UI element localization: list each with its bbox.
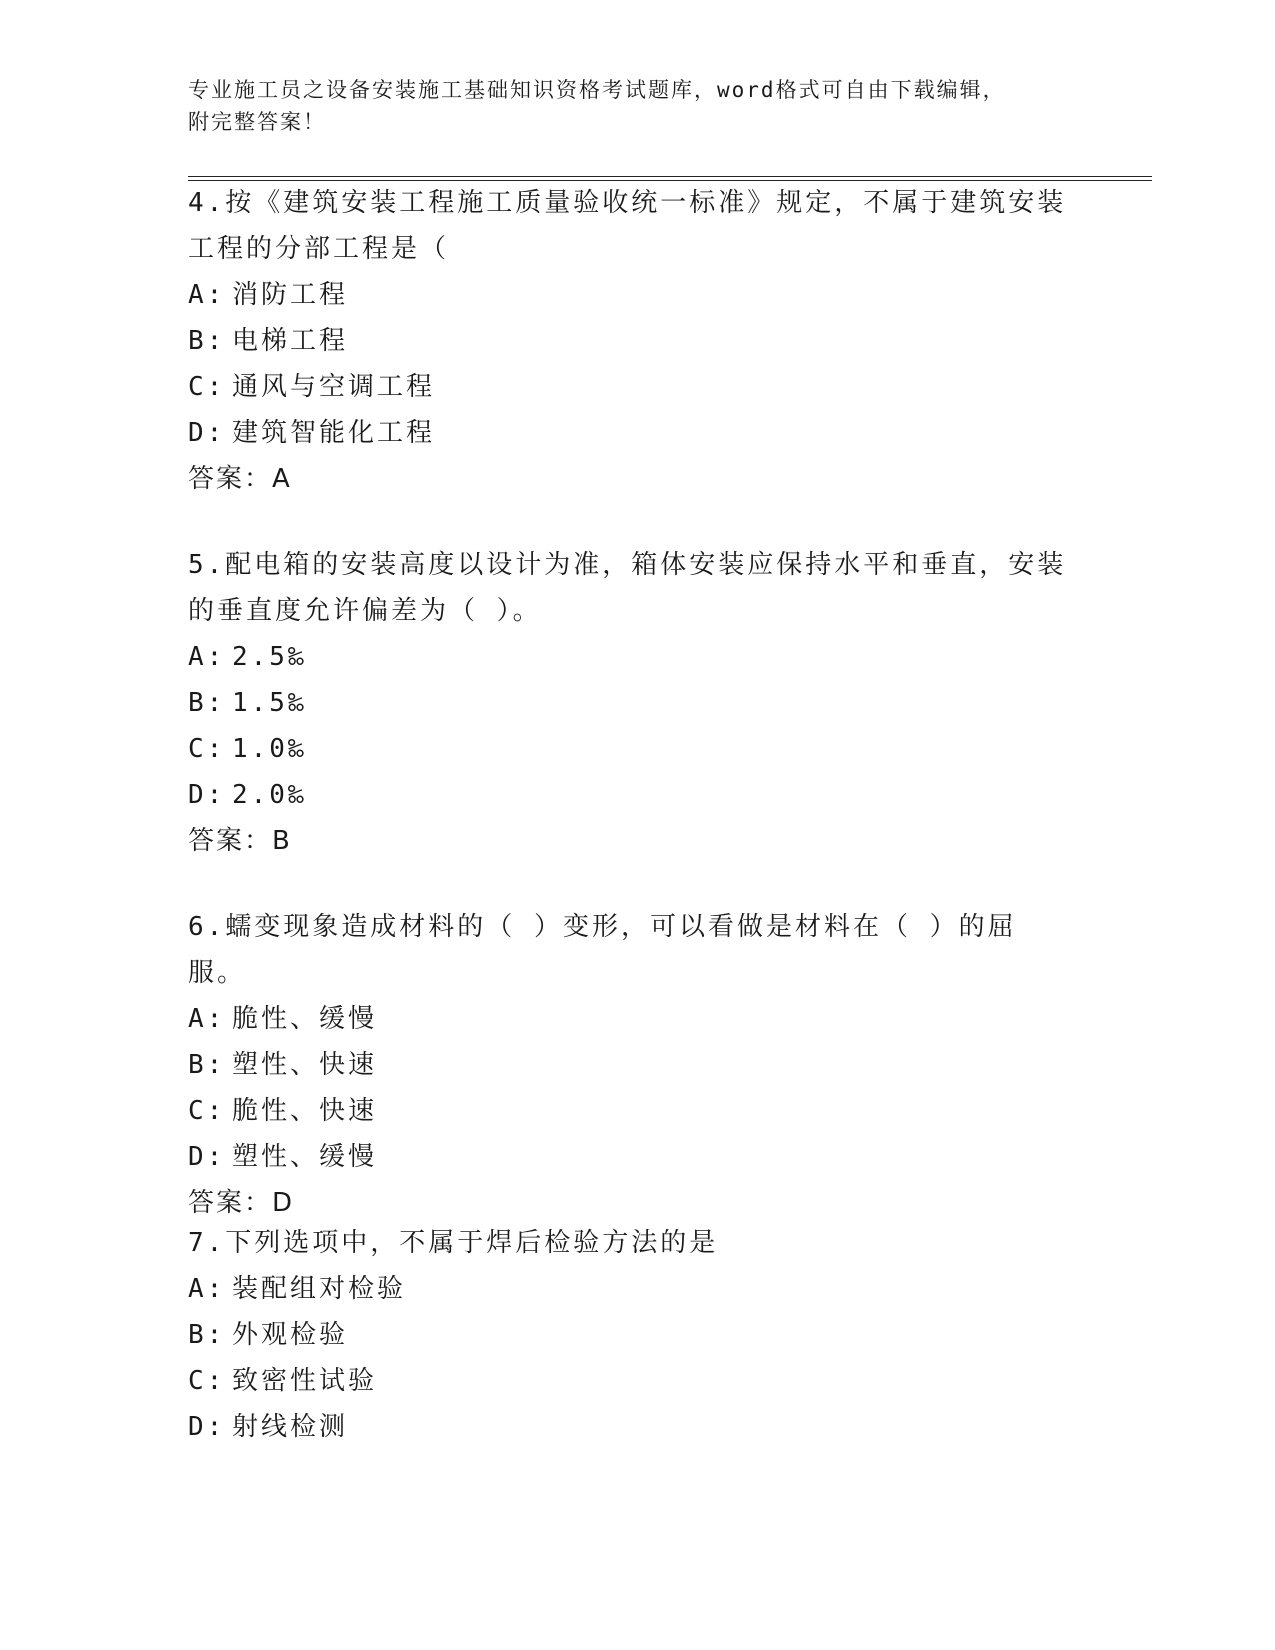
option-letter: B: <box>188 1050 226 1080</box>
option-letter: C: <box>188 1366 226 1396</box>
option-letter: A: <box>188 642 226 672</box>
answer-line: 答案：A <box>188 464 292 494</box>
option-text: 2.0‰ <box>232 780 307 810</box>
option-text: 1.0‰ <box>232 734 307 764</box>
option-letter: B: <box>188 1320 226 1350</box>
document-header <box>188 74 1068 138</box>
option-text: 2.5‰ <box>232 642 307 672</box>
option-text: 塑性、缓慢 <box>232 1142 378 1172</box>
option-d <box>188 410 1068 456</box>
option-text: 脆性、缓慢 <box>232 1004 378 1034</box>
option-text: 脆性、快速 <box>232 1096 378 1126</box>
option-text: 装配组对检验 <box>232 1274 407 1304</box>
question-stem-line-1: 7.下列选项中，不属于焊后检验方法的是 <box>188 1228 719 1258</box>
question-stem-line-2: 工程的分部工程是（ <box>188 234 450 264</box>
option-d <box>188 772 1068 818</box>
option-text: 外观检验 <box>232 1320 349 1350</box>
question-stem-line-2: 的垂直度允许偏差为（ ）。 <box>188 596 542 626</box>
option-c <box>188 726 1068 772</box>
header-line-2: 附完整答案！ <box>188 110 326 134</box>
option-letter: A: <box>188 1274 226 1304</box>
option-text: 消防工程 <box>232 280 349 310</box>
option-text: 通风与空调工程 <box>232 372 436 402</box>
option-b <box>188 680 1068 726</box>
option-letter: C: <box>188 372 226 402</box>
option-letter: D: <box>188 1142 226 1172</box>
option-letter: A: <box>188 280 226 310</box>
option-text: 电梯工程 <box>232 326 349 356</box>
option-text: 致密性试验 <box>232 1366 378 1396</box>
question-4 <box>188 180 1068 502</box>
option-letter: D: <box>188 418 226 448</box>
option-c <box>188 1358 1068 1404</box>
option-b <box>188 318 1068 364</box>
answer-line: 答案：B <box>188 826 292 856</box>
option-text: 射线检测 <box>232 1412 349 1442</box>
question-7 <box>188 1220 1068 1450</box>
option-d <box>188 1404 1068 1450</box>
answer-line: 答案：D <box>188 1188 295 1218</box>
option-a <box>188 1266 1068 1312</box>
option-a <box>188 996 1068 1042</box>
question-6 <box>188 904 1068 1226</box>
option-letter: B: <box>188 688 226 718</box>
option-a <box>188 634 1068 680</box>
option-letter: D: <box>188 1412 226 1442</box>
option-letter: C: <box>188 1096 226 1126</box>
option-letter: A: <box>188 1004 226 1034</box>
option-b <box>188 1042 1068 1088</box>
option-text: 1.5‰ <box>232 688 307 718</box>
option-d <box>188 1134 1068 1180</box>
option-letter: D: <box>188 780 226 810</box>
option-text: 建筑智能化工程 <box>232 418 436 448</box>
header-line-1: 专业施工员之设备安装施工基础知识资格考试题库，word格式可自由下载编辑， <box>188 78 1006 102</box>
option-letter: B: <box>188 326 226 356</box>
option-c <box>188 1088 1068 1134</box>
option-a <box>188 272 1068 318</box>
option-text: 塑性、快速 <box>232 1050 378 1080</box>
question-5 <box>188 542 1068 864</box>
option-letter: C: <box>188 734 226 764</box>
question-stem-line-1: 5.配电箱的安装高度以设计为准，箱体安装应保持水平和垂直，安装 <box>188 550 1067 580</box>
option-c <box>188 364 1068 410</box>
question-stem-line-1: 6.蠕变现象造成材料的（ ）变形，可以看做是材料在（ ）的屈服。 <box>188 912 1017 988</box>
option-b <box>188 1312 1068 1358</box>
question-stem-line-1: 4.按《建筑安装工程施工质量验收统一标准》规定，不属于建筑安装 <box>188 188 1067 218</box>
